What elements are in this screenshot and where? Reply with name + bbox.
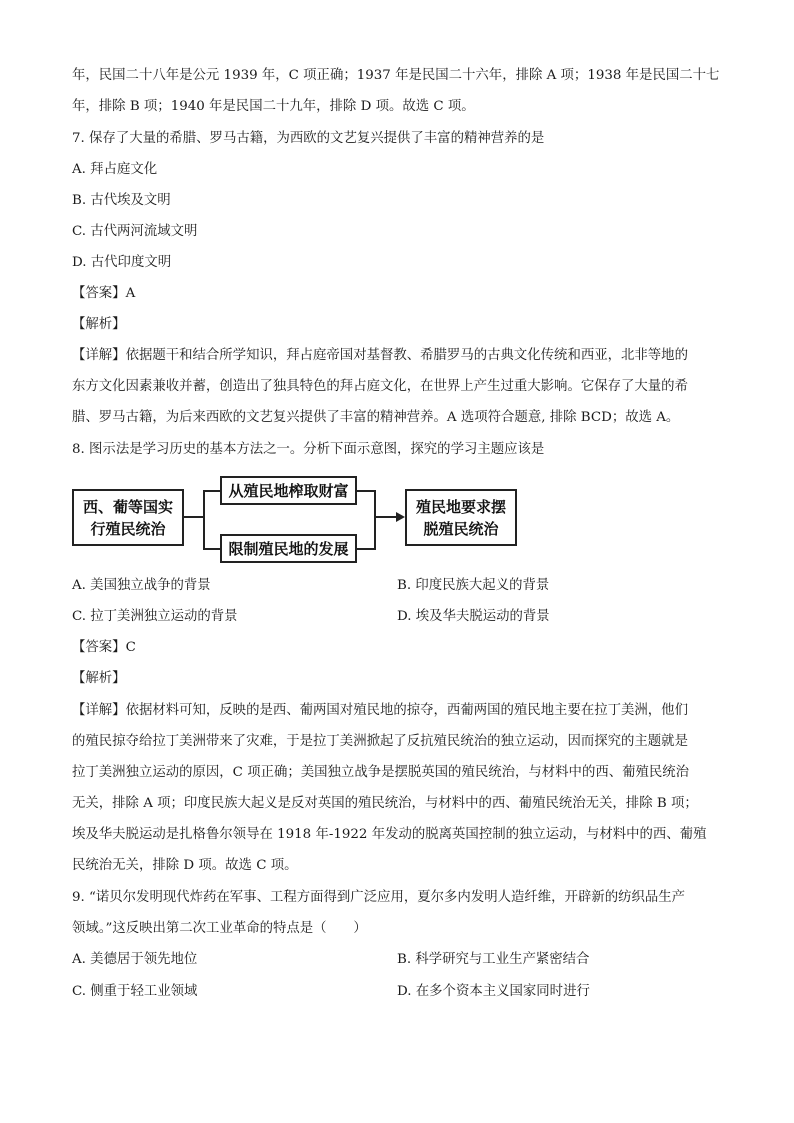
arrow-right-icon [396, 512, 405, 522]
paragraph-line: 年，民国二十八年是公元 1939 年，C 项正确；1937 年是民国二十六年，排除 A 项；1938 年是民国二十七 [72, 68, 720, 83]
q8-detail-line [72, 701, 727, 721]
q9-option-d: D. 在多个资本主义国家同时进行 [397, 984, 590, 999]
detail-text: 依据题干和结合所学知识，拜占庭帝国对基督教、希腊罗马的古典文化传统和西亚，北非等地的 [125, 348, 688, 363]
diagram-connector [357, 548, 375, 550]
q9-option-c: C. 侧重于轻工业领域 [72, 984, 198, 999]
diagram-arrow [374, 516, 396, 518]
question-9-stem: 9. “诺贝尔发明现代炸药在军事、工程方面得到广泛应用，夏尔多内发明人造纤维，开辟新的纺织品生产 [72, 890, 686, 905]
paragraph-line: 年，排除 B 项；1940 年是民国二十九年，排除 D 项。故选 C 项。 [72, 99, 475, 114]
answer-tag: 【答案】 [72, 286, 126, 301]
diagram-text: 行殖民统治 [90, 519, 166, 538]
q8-detail-line: 埃及华夫脱运动是扎格鲁尔领导在 1918 年-1922 年发动的脱离英国控制的独立运动，与材料中的西、葡殖 [72, 827, 707, 842]
q8-option-d: D. 埃及华夫脱运动的背景 [397, 609, 550, 624]
question-9-stem: 领域。”这反映出第二次工业革命的特点是（ ） [72, 921, 367, 936]
q8-option-a: A. 美国独立战争的背景 [72, 578, 211, 593]
q8-answer [72, 638, 727, 658]
diagram-box-restrict-development: 限制殖民地的发展 [220, 534, 357, 563]
diagram-text: 殖民地要求摆 [415, 497, 506, 516]
diagram-connector [357, 490, 375, 492]
q7-option-c: C. 古代两河流域文明 [72, 224, 198, 239]
answer-value: C [125, 640, 136, 655]
q7-option-b: B. 古代埃及文明 [72, 193, 171, 208]
diagram-box-colonial-rule [72, 489, 184, 546]
diagram-connector [203, 490, 205, 550]
answer-value: A [125, 286, 136, 301]
q7-option-a: A. 拜占庭文化 [72, 162, 158, 177]
q7-answer [72, 284, 727, 304]
q7-detail-line [72, 346, 727, 366]
answer-tag: 【答案】 [72, 640, 126, 655]
q8-detail-line: 拉丁美洲独立运动的原因，C 项正确；美国独立战争是摆脱英国的殖民统治，与材料中的西、葡殖民统治 [72, 765, 690, 780]
diagram-connector [184, 516, 204, 518]
diagram-connector [203, 548, 221, 550]
q7-analysis-tag: 【解析】 [72, 317, 126, 332]
diagram-box-extract-wealth: 从殖民地榨取财富 [220, 476, 357, 505]
diagram-connector [374, 490, 376, 550]
diagram-connector [203, 490, 221, 492]
detail-tag: 【详解】 [72, 348, 126, 363]
q9-option-a: A. 美德居于领先地位 [72, 952, 198, 967]
q8-option-b: B. 印度民族大起义的背景 [397, 578, 550, 593]
q7-option-d: D. 古代印度文明 [72, 255, 172, 270]
q8-detail-line: 的殖民掠夺给拉丁美洲带来了灾难，于是拉丁美洲掀起了反抗殖民统治的独立运动，因而探究的主题就是 [72, 734, 688, 749]
detail-tag: 【详解】 [72, 703, 126, 718]
detail-text: 依据材料可知，反映的是西、葡两国对殖民地的掠夺，西葡两国的殖民地主要在拉丁美洲，他们 [125, 703, 688, 718]
q8-option-c: C. 拉丁美洲独立运动的背景 [72, 609, 238, 624]
q7-detail-line: 东方文化因素兼收并蓄，创造出了独具特色的拜占庭文化，在世界上产生过重大影响。它保存了大量的希 [72, 379, 688, 394]
q8-detail-line: 无关，排除 A 项；印度民族大起义是反对英国的殖民统治，与材料中的西、葡殖民统治无关，排除 B 项； [72, 796, 698, 811]
question-8-stem: 8. 图示法是学习历史的基本方法之一。分析下面示意图，探究的学习主题应该是 [72, 442, 545, 457]
q8-analysis-tag: 【解析】 [72, 671, 126, 686]
diagram-text: 西、葡等国实 [82, 497, 173, 516]
q8-detail-line: 民统治无关，排除 D 项。故选 C 项。 [72, 858, 298, 873]
diagram-text: 脱殖民统治 [423, 519, 499, 538]
question-7-stem: 7. 保存了大量的希腊、罗马古籍，为西欧的文艺复兴提供了丰富的精神营养的是 [72, 131, 545, 146]
q7-detail-line: 腊、罗马古籍，为后来西欧的文艺复兴提供了丰富的精神营养。A 选项符合题意, 排除 BCD；故选 A。 [72, 410, 680, 425]
q9-option-b: B. 科学研究与工业生产紧密结合 [397, 952, 590, 967]
diagram-box-independence-demand [405, 489, 517, 546]
